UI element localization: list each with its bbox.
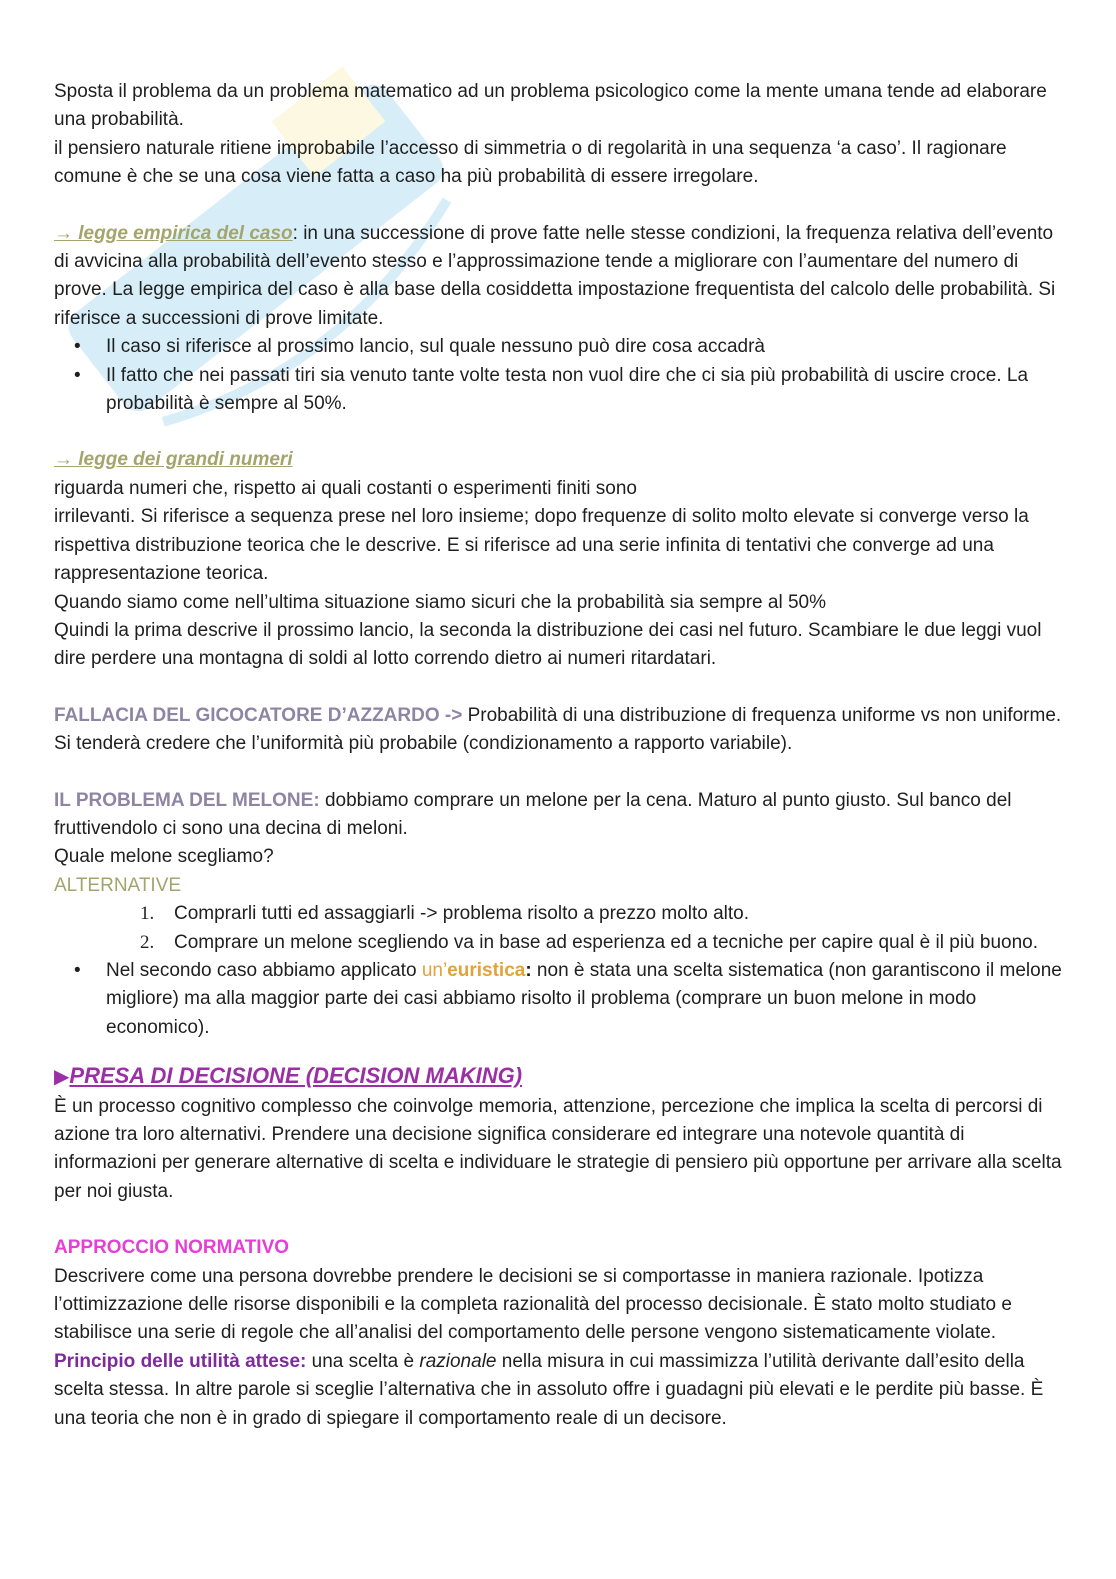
legge-grandi-numeri-title: → legge dei grandi numeri <box>54 449 293 471</box>
decisione-heading <box>54 1062 1064 1092</box>
list-item: • Il caso si riferisce al prossimo lancio, sul quale nessuno può dire cosa accadrà <box>54 333 1064 361</box>
alternatives-label: ALTERNATIVE <box>54 874 182 896</box>
melone-bullets <box>54 957 1064 1042</box>
intro-paragraph: Sposta il problema da un problema matematico ad un problema psicologico come la mente umana tende ad elaborare una probabilità. <box>54 81 1047 131</box>
fallacia-paragraph <box>54 702 1064 759</box>
list-item: • Nel secondo caso abbiamo applicato un’euristica: non è stata una scelta sistematica (non garantiscono il melone migliore) ma alla maggior parte dei casi abbiamo risolto il problema (comprare un buon melone in modo economico). <box>54 957 1064 1042</box>
list-item: • Il fatto che nei passati tiri sia venuto tante volte testa non vuol dire che ci sia più probabilità di uscire croce. La probabilità è sempre al 50%. <box>54 362 1064 419</box>
melone-question: Quale melone scegliamo? <box>54 846 274 868</box>
fallacia-text: Probabilità di una distribuzione di frequenza uniforme vs non uniforme. Si tenderà credere che l’uniformità più probabile (condizionamento a rapporto variabile). <box>54 704 1062 755</box>
bullet-icon: • <box>74 364 81 386</box>
legge-grandi-numeri-line1: riguarda numeri che, rispetto ai quali costanti o esperimenti finiti sono <box>54 477 637 499</box>
melone-text: dobbiamo comprare un melone per la cena. Maturo al punto giusto. Sul banco del fruttivendolo ci sono una decina di meloni. <box>54 789 1012 839</box>
play-triangle-icon: ▶ <box>54 1066 70 1089</box>
legge-empirica-paragraph <box>54 220 1064 334</box>
legge-empirica-title: → legge empirica del caso <box>54 222 293 244</box>
bullet-icon: • <box>74 336 81 358</box>
document-page <box>54 78 1064 1433</box>
normativo-title: APPROCCIO NORMATIVO <box>54 1237 290 1259</box>
principio-title: Principio delle utilità attese: <box>54 1350 307 1372</box>
fallacia-title: FALLACIA DEL GICOCATORE D’AZZARDO -> <box>54 704 463 726</box>
normativo-text: Descrivere come una persona dovrebbe prendere le decisioni se si comportasse in maniera razionale. Ipotizza l’ottimizzazione delle risorse disponibili e la completa razionalità del processo decisionale. È stato molto studiato e stabilisce una serie di regole che all’analisi del comportamento delle persone vengono sistematicamente violate. <box>54 1265 1012 1344</box>
legge-grandi-numeri-line2: irrilevanti. Si riferisce a sequenza prese nel loro insieme; dopo frequenze di solito molto elevate si converge verso la rispettiva distribuzione teorica che le descrive. E si riferisce ad una serie infinita di tentativi che converge ad una rappresentazione teorica. <box>54 506 1029 585</box>
decisione-title: PRESA DI DECISIONE (DECISION MAKING) <box>69 1063 523 1089</box>
list-item: 1. Comprarli tutti ed assaggiarli -> problema risolto a prezzo molto alto. <box>140 903 750 925</box>
intro-paragraph-2: il pensiero naturale ritiene improbabile l’accesso di simmetria o di regolarità in una sequenza ‘a caso’. Il ragionare comune è che se una cosa viene fatta a caso ha più probabilità di essere irregolare. <box>54 137 1007 188</box>
legge-empirica-text: : in una successione di prove fatte nelle stesse condizioni, la frequenza relativa dell’evento di avvicina alla probabilità dell’evento stesso e l’approssimazione tende a migliorare con l’aumentare del numero di prove. La legge empirica del caso è alla base della cosiddetta impostazione frequentista del calcolo delle probabilità. Si riferisce a successioni di prove limitate. <box>54 222 1056 329</box>
decisione-text: È un processo cognitivo complesso che coinvolge memoria, attenzione, percezione che implica la scelta di percorsi di azione tra loro alternativi. Prendere una decisione significa considerare ed integrare una notevole quantità di informazioni per generare alternative di scelta e individuare le strategie di pensiero più opportune per arrivare alla scelta per noi giusta. <box>54 1095 1062 1202</box>
melone-title: IL PROBLEMA DEL MELONE: <box>54 789 320 811</box>
melone-paragraph <box>54 787 1064 844</box>
bullet-icon: • <box>74 959 81 981</box>
legge-grandi-numeri-line4: Quindi la prima descrive il prossimo lancio, la seconda la distribuzione dei casi nel futuro. Scambiare le due leggi vuol dire perdere una montagna di soldi al lotto correndo dietro ai numeri ritardatari. <box>54 619 1042 670</box>
principio-paragraph: Principio delle utilità attese: una scelta è razionale nella misura in cui massimizza l’utilità derivante dall’esito della scelta stessa. In altre parole si sceglie l’alternativa che in assoluto offre i guadagni più elevati e le perdite più basse. È una teoria che non è in grado di spiegare il comportamento reale di un decisore. <box>54 1350 1044 1429</box>
legge-empirica-bullets <box>54 333 1064 418</box>
euristica-term: euristica <box>447 959 526 981</box>
list-item: 2. Comprare un melone scegliendo va in base ad esperienza ed a tecniche per capire qual è il più buono. <box>140 931 1038 953</box>
alternatives-list <box>54 900 1064 957</box>
legge-grandi-numeri-line3: Quando siamo come nell’ultima situazione siamo sicuri che la probabilità sia sempre al 50% <box>54 591 826 613</box>
